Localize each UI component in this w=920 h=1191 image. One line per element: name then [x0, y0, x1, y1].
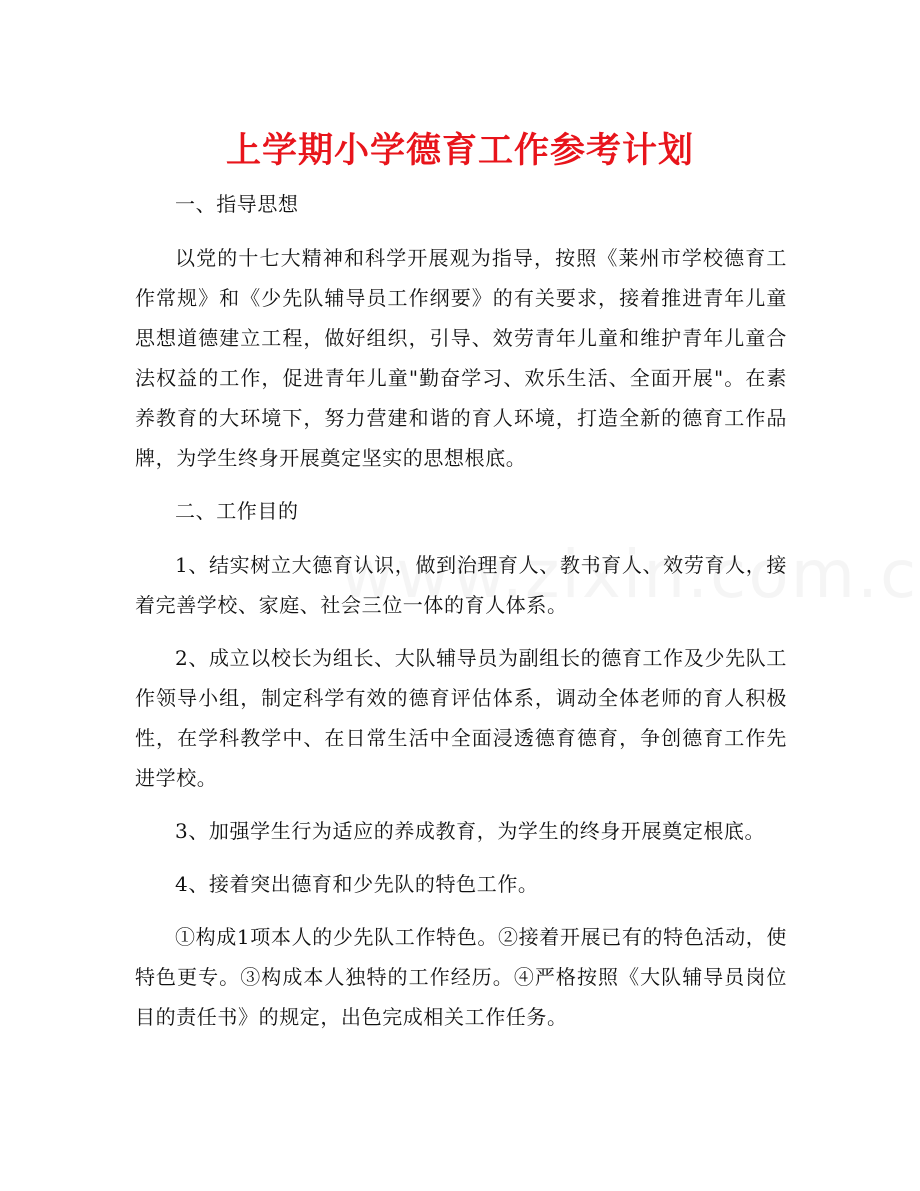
paragraph-goal-1: 1、结实树立大德育认识，做到治理育人、教书育人、效劳育人，接着完善学校、家庭、社会三位一体的育人体系。: [135, 553, 787, 617]
section-heading-guiding-thought: 一、指导思想: [175, 192, 299, 216]
paragraph-goal-3: 3、加强学生行为适应的养成教育，为学生的终身开展奠定根底。: [175, 819, 766, 843]
page-title: 上学期小学德育工作参考计划: [225, 131, 694, 171]
section-heading-work-goals: 二、工作目的: [175, 499, 299, 523]
document-body: [135, 184, 787, 1050]
paragraph-goal-4: 4、接着突出德育和少先队的特色工作。: [175, 872, 539, 896]
paragraph-goal-4-items: ①构成1项本人的少先队工作特色。②接着开展已有的特色活动，使特色更专。③构成本人独特的工作经历。④严格按照《大队辅导员岗位目的责任书》的规定，出色完成相关工作任务。: [135, 925, 787, 1029]
paragraph-goal-2: 2、成立以校长为组长、大队辅导员为副组长的德育工作及少先队工作领导小组，制定科学有效的德育评估体系，调动全体老师的育人积极性，在学科教学中、在日常生活中全面浸透德育德育，争创德育工作先进学校。: [135, 646, 787, 790]
paragraph-guiding-thought: 以党的十七大精神和科学开展观为指导，按照《莱州市学校德育工作常规》和《少先队辅导员工作纲要》的有关要求，接着推进青年儿童思想道德建立工程，做好组织，引导、效劳青年儿童和维护青年儿童合法权益的工作，促进青年儿童"勤奋学习、欢乐生活、全面开展"。在素养教育的大环境下，努力营建和谐的育人环境，打造全新的德育工作品牌，为学生终身开展奠定坚实的思想根底。: [135, 246, 787, 470]
